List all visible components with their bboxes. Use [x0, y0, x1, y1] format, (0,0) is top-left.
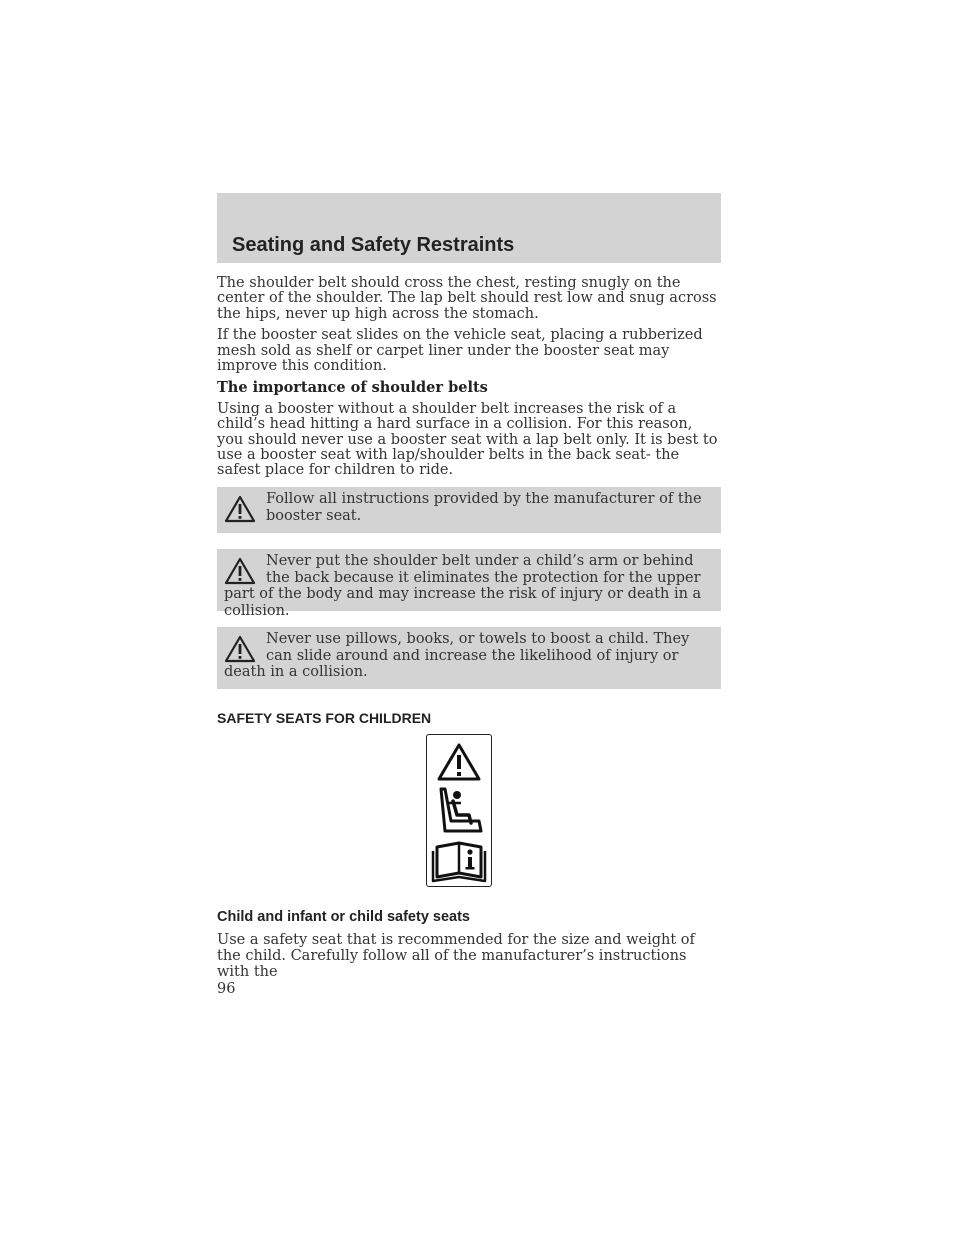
section-heading: SAFETY SEATS FOR CHILDREN — [217, 710, 432, 726]
paragraph: Use a safety seat that is recommended for the size and weight of the child. Carefully follow all of the manufacturer’s instructions with the — [217, 932, 695, 980]
paragraph: If the booster seat slides on the vehicle seat, placing a rubberized mesh sold as shelf or carpet liner under the booster seat may improve this condition. — [217, 327, 703, 375]
subsection-heading: Child and infant or child safety seats — [217, 909, 470, 925]
paragraph: The shoulder belt should cross the chest, resting snugly on the center of the shoulder. The lap belt should rest low and snug across the hips, never up high across the stomach. — [217, 275, 717, 322]
symbol-panel — [426, 734, 492, 887]
page-title: Seating and Safety Restraints — [232, 234, 515, 256]
warning-box — [217, 549, 721, 619]
page-number: 96 — [217, 981, 236, 997]
warning-triangle-icon — [427, 741, 491, 783]
warning-triangle-icon — [224, 495, 256, 523]
child-seat-icon — [427, 785, 491, 835]
warning-text: Never use pillows, books, or towels to boost a child. They can slide around and increase the likelihood of injury or death in a collision. — [224, 631, 690, 680]
warning-text: Follow all instructions provided by the manufacturer of the booster seat. — [266, 491, 702, 524]
warning-triangle-icon — [224, 635, 256, 663]
warning-triangle-icon — [224, 557, 256, 585]
owner-manual-icon — [427, 839, 491, 883]
paragraph: Using a booster without a shoulder belt increases the risk of a child’s head hitting a hard surface in a collision. For this reason, you should never use a booster seat with a lap belt only. It is best to use a booster seat with lap/shoulder belts in the back seat- the safest place for children to ride. — [217, 400, 718, 479]
subheading: The importance of shoulder belts — [217, 379, 488, 397]
section-header-band — [217, 193, 721, 263]
warning-text: Never put the shoulder belt under a child’s arm or behind the back because it eliminates the protection for the upper part of the body and may increase the risk of injury or death in a collision. — [224, 553, 702, 619]
warning-box — [217, 487, 721, 533]
body-text — [217, 276, 721, 485]
warning-box — [217, 627, 721, 689]
